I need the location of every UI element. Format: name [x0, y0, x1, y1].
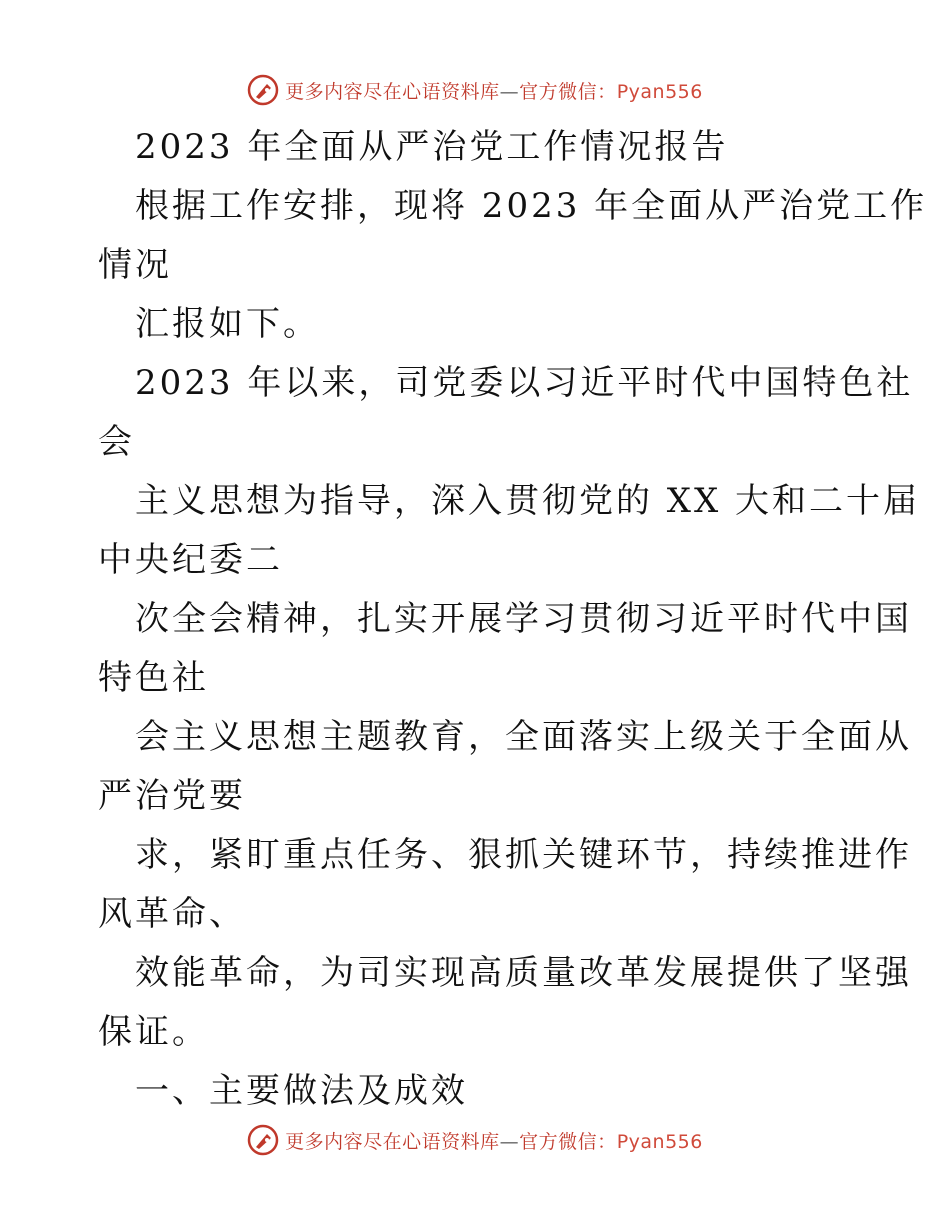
footer-watermark	[0, 1120, 950, 1160]
text-line: 会	[98, 422, 135, 462]
pen-nib-logo-icon	[247, 74, 279, 106]
text-line: 主义思想为指导，深入贯彻党的 XX 大和二十届	[135, 481, 921, 521]
watermark-text: 更多内容尽在心语资料库—官方微信：Pyan556	[285, 80, 703, 103]
text-line: 严治党要	[98, 776, 246, 816]
text-line: 效能革命，为司实现高质量改革发展提供了坚强	[135, 953, 912, 993]
text-line: 特色社	[98, 658, 209, 698]
pen-nib-logo-icon	[247, 1124, 279, 1156]
document-body	[98, 118, 928, 1121]
text-line: 2023 年以来，司党委以习近平时代中国特色社	[135, 363, 914, 403]
text-line: 保证。	[98, 1012, 209, 1052]
text-line: 求，紧盯重点任务、狠抓关键环节，持续推进作	[135, 835, 912, 875]
text-line: 会主义思想主题教育，全面落实上级关于全面从	[135, 717, 912, 757]
text-line: 汇报如下。	[135, 304, 320, 344]
header-watermark	[0, 70, 950, 110]
text-line: 情况	[98, 245, 172, 285]
document-title: 2023 年全面从严治党工作情况报告	[135, 127, 729, 167]
text-line: 次全会精神，扎实开展学习贯彻习近平时代中国	[135, 599, 912, 639]
watermark-text: 更多内容尽在心语资料库—官方微信：Pyan556	[285, 1130, 703, 1153]
text-line: 中央纪委二	[98, 540, 283, 580]
text-line: 风革命、	[98, 894, 246, 934]
text-line: 根据工作安排，现将 2023 年全面从严治党工作	[135, 186, 928, 226]
text-line: 一、主要做法及成效	[135, 1071, 468, 1111]
